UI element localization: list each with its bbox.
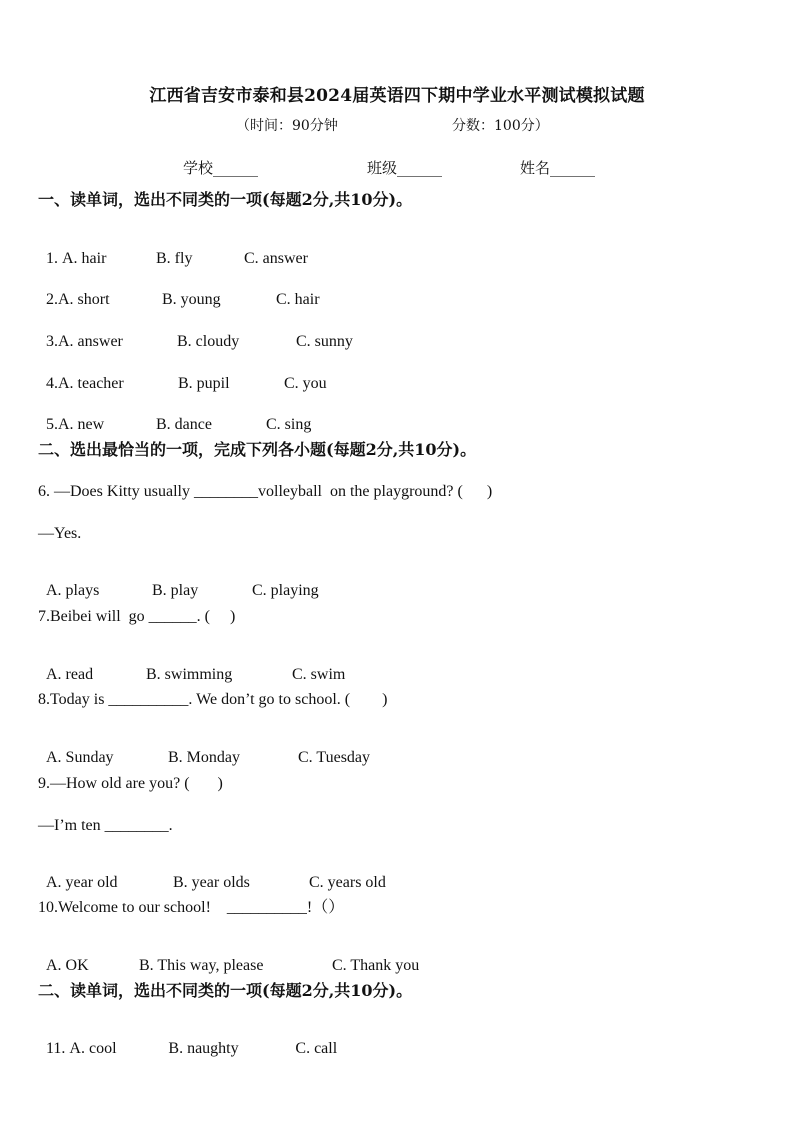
question-11 (38, 1025, 337, 1057)
question-8-text: 8.Today is __________. We don’t go to school. ( ) (38, 691, 388, 708)
option-b: B. This way, please (139, 957, 264, 974)
question-9-options (38, 859, 386, 891)
option-a: A. OK (46, 957, 89, 974)
question-7-options (38, 651, 345, 683)
question-number: 2. (46, 291, 58, 308)
option-c: C. swim (292, 666, 346, 683)
option-b: B. young (162, 291, 221, 308)
question-6-answer: —Yes. (38, 525, 82, 542)
option-b: B. play (152, 582, 199, 599)
option-b: B. Monday (168, 749, 240, 766)
question-number: 3. (46, 333, 58, 350)
question-number: 5. (46, 416, 58, 433)
option-a: A. answer (58, 333, 123, 350)
option-c: C. you (284, 375, 327, 392)
option-b: B. year olds (173, 874, 250, 891)
option-a: A. year old (46, 874, 118, 891)
option-a: A. plays (46, 582, 100, 599)
question-4 (38, 360, 327, 392)
question-6-text: 6. —Does Kitty usually ________volleyball on the playground? ( ) (38, 483, 493, 500)
option-c: C. sing (266, 416, 312, 433)
option-c: C. Thank you (332, 957, 420, 974)
option-c: C. years old (309, 874, 386, 891)
class-field: 班级______ (367, 159, 443, 177)
question-2 (38, 276, 320, 308)
question-9-text: 9.—How old are you? ( ) (38, 775, 223, 792)
option-c: C. sunny (296, 333, 353, 350)
page-title: 江西省吉安市泰和县2024届英语四下期中学业水平测试模拟试题 (149, 86, 645, 106)
school-field: 学校______ (183, 159, 259, 177)
option-c: C. playing (252, 582, 319, 599)
option-b: B. swimming (146, 666, 233, 683)
option-a: A. read (46, 666, 94, 683)
option-a: A. hair (62, 250, 107, 267)
option-c: C. hair (276, 291, 320, 308)
question-6-options (38, 567, 319, 599)
section-heading-2: 二、选出最恰当的一项，完成下列各小题(每题2分,共10分)。 (38, 440, 477, 459)
option-c: C. call (295, 1040, 338, 1057)
question-9-answer: —I’m ten ________. (38, 817, 173, 834)
question-3 (38, 318, 353, 350)
section-heading-3: 二、读单词，选出不同类的一项(每题2分,共10分)。 (38, 981, 413, 1000)
question-1 (38, 235, 308, 267)
option-a: A. teacher (58, 375, 124, 392)
option-b: B. pupil (178, 375, 230, 392)
option-b: B. cloudy (177, 333, 240, 350)
option-a: A. Sunday (46, 749, 114, 766)
question-number: 4. (46, 375, 58, 392)
question-number: 11. (46, 1040, 70, 1057)
option-b: B. dance (156, 416, 212, 433)
option-c: C. answer (244, 250, 308, 267)
name-field: 姓名______ (520, 159, 596, 177)
option-a: A. cool (69, 1040, 117, 1057)
question-10-text: 10.Welcome to our school! __________!（） (38, 899, 345, 916)
option-b: B. naughty (168, 1040, 239, 1057)
option-a: A. new (58, 416, 105, 433)
exam-time: （时间：90分钟 (236, 118, 338, 134)
option-a: A. short (58, 291, 110, 308)
option-b: B. fly (156, 250, 193, 267)
question-number: 1. (46, 250, 62, 267)
question-10-options (38, 942, 419, 974)
section-heading-1: 一、读单词，选出不同类的一项(每题2分,共10分)。 (38, 190, 413, 209)
option-c: C. Tuesday (298, 749, 371, 766)
question-5 (38, 401, 311, 433)
question-7-text: 7.Beibei will go ______. ( ) (38, 608, 236, 625)
question-8-options (38, 734, 370, 766)
exam-score: 分数：100分） (452, 118, 549, 134)
